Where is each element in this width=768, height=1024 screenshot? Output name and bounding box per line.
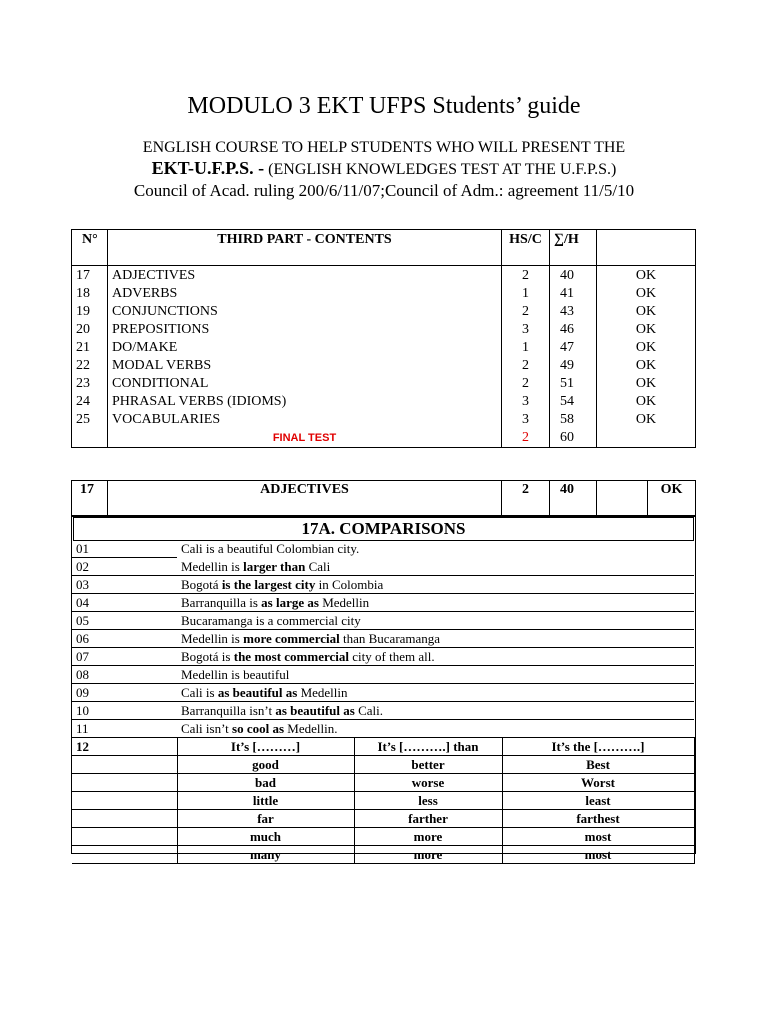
sentence-row xyxy=(72,666,694,684)
contents-cell: PHRASAL VERBS (IDIOMS) xyxy=(108,393,502,411)
sentence-number: 06 xyxy=(72,630,177,648)
sentence-number: 09 xyxy=(72,684,177,702)
contents-header-cell: HS/C xyxy=(502,230,550,266)
test-fullname: (ENGLISH KNOWLEDGES TEST AT THE U.F.P.S.) xyxy=(264,161,617,178)
grid-blank-cell xyxy=(72,846,177,864)
contents-row xyxy=(72,303,696,321)
sentence-number: 10 xyxy=(72,702,177,720)
contents-cell: OK xyxy=(597,393,696,411)
sentence-row xyxy=(72,612,694,630)
grid-cell: most xyxy=(502,846,694,864)
contents-cell: MODAL VERBS xyxy=(108,357,502,375)
contents-cell: 40 xyxy=(550,266,597,286)
contents-cell: 51 xyxy=(550,375,597,393)
contents-row xyxy=(72,285,696,303)
sentence-part: Cali xyxy=(305,558,331,574)
grid-cell: farther xyxy=(354,810,502,828)
final-test-row xyxy=(72,429,696,448)
contents-row xyxy=(72,411,696,429)
comparison-form: larger than xyxy=(243,558,306,574)
sentence-part: Medellin xyxy=(318,595,370,610)
contents-cell: 17 xyxy=(72,266,108,286)
contents-cell: OK xyxy=(597,266,696,286)
sentence-text xyxy=(177,684,694,702)
sentence-part: Medellin. xyxy=(284,721,338,736)
contents-cell: ADJECTIVES xyxy=(108,266,502,286)
contents-cell: VOCABULARIES xyxy=(108,411,502,429)
grid-cell: worse xyxy=(354,774,502,792)
comparisons-table xyxy=(72,540,695,864)
contents-cell: 49 xyxy=(550,357,597,375)
contents-row xyxy=(72,339,696,357)
grid-header-cell: It’s [……….] than xyxy=(354,738,502,756)
contents-cell: 2 xyxy=(502,357,550,375)
section-hs: 2 xyxy=(502,481,550,516)
contents-row xyxy=(72,357,696,375)
grid-cell: less xyxy=(354,792,502,810)
comparison-form: as beautiful as xyxy=(275,703,355,718)
grid-cell: far xyxy=(177,810,354,828)
grid-cell: good xyxy=(177,756,354,774)
contents-cell: OK xyxy=(597,285,696,303)
contents-cell: 46 xyxy=(550,321,597,339)
contents-header-cell: N° xyxy=(72,230,108,266)
sentence-part: Cali is a beautiful Colombian city. xyxy=(181,541,360,556)
sentence-text xyxy=(177,630,694,648)
grid-row xyxy=(72,774,694,792)
course-description: ENGLISH COURSE TO HELP STUDENTS WHO WILL PRESENT THE xyxy=(142,139,626,156)
sentence-row xyxy=(72,630,694,648)
test-acronym: EKT-U.F.P.S. - xyxy=(151,158,265,178)
contents-cell: 43 xyxy=(550,303,597,321)
comparison-form: the most commercial xyxy=(233,649,350,664)
contents-header-cell xyxy=(597,230,696,266)
sentence-text xyxy=(177,702,694,720)
contents-cell: 3 xyxy=(502,321,550,339)
contents-cell: 21 xyxy=(72,339,108,357)
contents-cell: 23 xyxy=(72,375,108,393)
sentence-text xyxy=(177,576,694,594)
sentence-part: Cali isn’t xyxy=(181,721,233,736)
sentence-row xyxy=(72,576,694,594)
contents-cell: 3 xyxy=(502,393,550,411)
comparison-form: so cool as xyxy=(232,721,285,736)
contents-cell: 2 xyxy=(502,375,550,393)
sentence-number: 05 xyxy=(72,612,177,630)
contents-cell: 24 xyxy=(72,393,108,411)
contents-cell: 3 xyxy=(502,411,550,429)
contents-header-row xyxy=(72,230,696,266)
contents-cell: OK xyxy=(597,303,696,321)
comparison-form: as large as xyxy=(261,595,319,610)
contents-cell: 2 xyxy=(502,303,550,321)
contents-row xyxy=(72,266,696,286)
grid-cell: Best xyxy=(502,756,694,774)
sentence-text xyxy=(177,612,694,630)
grid-cell: much xyxy=(177,828,354,846)
sentence-row xyxy=(72,648,694,666)
sentence-row xyxy=(72,702,694,720)
contents-cell: 2 xyxy=(502,266,550,286)
sentence-part: Bucaramanga is a commercial city xyxy=(181,613,361,628)
contents-cell: 1 xyxy=(502,285,550,303)
sentence-part: Bogotá is xyxy=(181,649,234,664)
comparison-form: as beautiful as xyxy=(217,685,298,700)
grid-cell: most xyxy=(502,828,694,846)
section-status: OK xyxy=(648,481,696,516)
sentence-part: in Colombia xyxy=(315,577,384,592)
contents-cell: 54 xyxy=(550,393,597,411)
comparison-form: is the largest city xyxy=(221,577,316,592)
sentence-text xyxy=(177,648,694,666)
contents-header-cell: THIRD PART - CONTENTS xyxy=(108,230,502,266)
council-ruling: Council of Acad. ruling 200/6/11/07;Council of Adm.: agreement 11/5/10 xyxy=(133,181,635,200)
grid-row xyxy=(72,756,694,774)
section-title: ADJECTIVES xyxy=(108,481,502,516)
sentence-part: Barranquilla isn’t xyxy=(181,703,276,718)
contents-cell: CONJUNCTIONS xyxy=(108,303,502,321)
sentence-text xyxy=(177,558,694,576)
grid-blank-cell xyxy=(72,792,177,810)
contents-row xyxy=(72,375,696,393)
sentence-part: Cali. xyxy=(354,703,383,718)
contents-cell: 47 xyxy=(550,339,597,357)
contents-row xyxy=(72,393,696,411)
sentence-number: 03 xyxy=(72,576,177,594)
contents-cell: ADVERBS xyxy=(108,285,502,303)
section-blank xyxy=(597,481,648,516)
contents-cell: 20 xyxy=(72,321,108,339)
section-header-row xyxy=(72,481,696,516)
contents-cell: 18 xyxy=(72,285,108,303)
sentence-part: Medellin xyxy=(297,685,348,700)
contents-cell: OK xyxy=(597,411,696,429)
sentence-row xyxy=(72,720,694,738)
contents-header-cell: ∑/H xyxy=(550,230,597,266)
contents-cell: OK xyxy=(597,357,696,375)
grid-cell: many xyxy=(177,846,354,864)
grid-row xyxy=(72,792,694,810)
grid-row xyxy=(72,810,694,828)
contents-cell: 1 xyxy=(502,339,550,357)
section-number: 17 xyxy=(72,481,108,516)
comparison-form: more commercial xyxy=(243,631,340,646)
contents-cell: CONDITIONAL xyxy=(108,375,502,393)
grid-row xyxy=(72,846,694,864)
sentence-part: Medellin is xyxy=(181,558,244,574)
grid-cell: least xyxy=(502,792,694,810)
sentence-number: 04 xyxy=(72,594,177,612)
grid-number: 12 xyxy=(72,738,177,756)
sentence-text xyxy=(177,540,694,558)
contents-row xyxy=(72,321,696,339)
grid-cell: bad xyxy=(177,774,354,792)
contents-cell: OK xyxy=(597,321,696,339)
section-total: 40 xyxy=(550,481,597,516)
grid-cell: more xyxy=(354,828,502,846)
grid-header-cell: It’s the [……….] xyxy=(502,738,694,756)
sentence-text xyxy=(177,594,694,612)
test-name-line xyxy=(0,158,768,180)
sentence-part: Medellin is xyxy=(181,631,244,646)
grid-header-cell: It’s [………] xyxy=(177,738,354,756)
sentence-row xyxy=(72,558,694,576)
contents-cell: 19 xyxy=(72,303,108,321)
contents-cell: OK xyxy=(597,339,696,357)
contents-cell: DO/MAKE xyxy=(108,339,502,357)
grid-cell: little xyxy=(177,792,354,810)
contents-cell: PREPOSITIONS xyxy=(108,321,502,339)
sentence-part: Cali is xyxy=(181,685,218,700)
sentence-text xyxy=(177,666,694,684)
grid-cell: better xyxy=(354,756,502,774)
sentence-part: Bogotá xyxy=(181,577,222,592)
final-test-hs: 2 xyxy=(502,429,550,448)
grid-header-row xyxy=(72,738,694,756)
sentence-text xyxy=(177,720,694,738)
grid-cell: farthest xyxy=(502,810,694,828)
contents-cell: 25 xyxy=(72,411,108,429)
contents-cell: 22 xyxy=(72,357,108,375)
grid-blank-cell xyxy=(72,828,177,846)
sentence-number: 11 xyxy=(72,720,177,738)
contents-cell: OK xyxy=(597,375,696,393)
sentence-number: 07 xyxy=(72,648,177,666)
sentence-row xyxy=(72,594,694,612)
document-title: MODULO 3 EKT UFPS Students’ guide xyxy=(187,93,581,119)
final-test-status xyxy=(597,429,696,448)
grid-blank-cell xyxy=(72,756,177,774)
sentence-number: 08 xyxy=(72,666,177,684)
comparisons-title: 17A. COMPARISONS xyxy=(73,517,694,541)
contents-cell: 58 xyxy=(550,411,597,429)
sentence-number: 01 xyxy=(72,540,177,558)
sentence-part: than Bucaramanga xyxy=(339,631,441,646)
sentence-row xyxy=(72,684,694,702)
sentence-part: city of them all. xyxy=(349,649,435,664)
grid-blank-cell xyxy=(72,810,177,828)
grid-cell: more xyxy=(354,846,502,864)
sentence-part: Medellin is beautiful xyxy=(181,667,290,682)
grid-cell: Worst xyxy=(502,774,694,792)
sentence-part: Barranquilla is xyxy=(181,595,262,610)
final-test-total: 60 xyxy=(550,429,597,448)
contents-table xyxy=(71,229,696,448)
section-header-table xyxy=(71,480,696,516)
sentence-row xyxy=(72,540,694,558)
grid-blank-cell xyxy=(72,774,177,792)
contents-cell: 41 xyxy=(550,285,597,303)
final-test-label: FINAL TEST xyxy=(108,429,502,448)
sentence-number: 02 xyxy=(72,558,177,576)
grid-row xyxy=(72,828,694,846)
final-test-num xyxy=(72,429,108,448)
